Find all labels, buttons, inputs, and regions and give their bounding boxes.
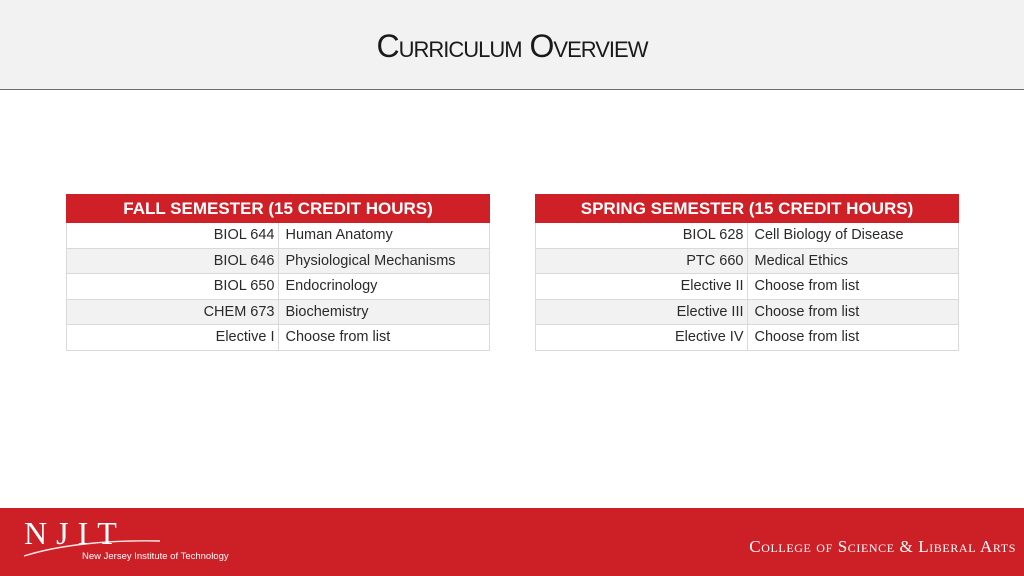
course-name: Biochemistry <box>278 299 490 325</box>
course-code: Elective IV <box>536 325 748 351</box>
course-name: Medical Ethics <box>747 248 959 274</box>
slide-header <box>0 0 1024 90</box>
table-header-row <box>67 195 490 223</box>
course-name: Choose from list <box>747 325 959 351</box>
course-code: BIOL 644 <box>67 223 279 249</box>
logo-tagline: New Jersey Institute of Technology <box>82 551 229 562</box>
course-code: BIOL 650 <box>67 274 279 300</box>
table-row <box>536 274 959 300</box>
table-header-row <box>536 195 959 223</box>
fall-semester-heading: FALL SEMESTER (15 CREDIT HOURS) <box>67 195 490 223</box>
table-row <box>67 274 490 300</box>
logo-wordmark: NJIT <box>24 515 126 551</box>
table-row <box>536 325 959 351</box>
table-row <box>67 299 490 325</box>
table-row <box>536 299 959 325</box>
table-row <box>536 248 959 274</box>
table-row <box>67 325 490 351</box>
course-name: Choose from list <box>278 325 490 351</box>
table-row <box>67 223 490 249</box>
course-name: Physiological Mechanisms <box>278 248 490 274</box>
course-code: BIOL 628 <box>536 223 748 249</box>
course-name: Human Anatomy <box>278 223 490 249</box>
course-name: Cell Biology of Disease <box>747 223 959 249</box>
course-name: Choose from list <box>747 274 959 300</box>
course-code: BIOL 646 <box>67 248 279 274</box>
course-code: Elective III <box>536 299 748 325</box>
page-title: Curriculum Overview <box>376 28 648 64</box>
course-name: Choose from list <box>747 299 959 325</box>
fall-semester-table <box>66 194 490 351</box>
course-name: Endocrinology <box>278 274 490 300</box>
table-row <box>67 248 490 274</box>
spring-semester-heading: SPRING SEMESTER (15 CREDIT HOURS) <box>536 195 959 223</box>
course-code: Elective I <box>67 325 279 351</box>
table-row <box>536 223 959 249</box>
course-code: PTC 660 <box>536 248 748 274</box>
slide-footer <box>0 508 1024 576</box>
course-code: CHEM 673 <box>67 299 279 325</box>
course-code: Elective II <box>536 274 748 300</box>
spring-semester-table <box>535 194 959 351</box>
college-name: College of Science & Liberal Arts <box>749 537 1016 556</box>
